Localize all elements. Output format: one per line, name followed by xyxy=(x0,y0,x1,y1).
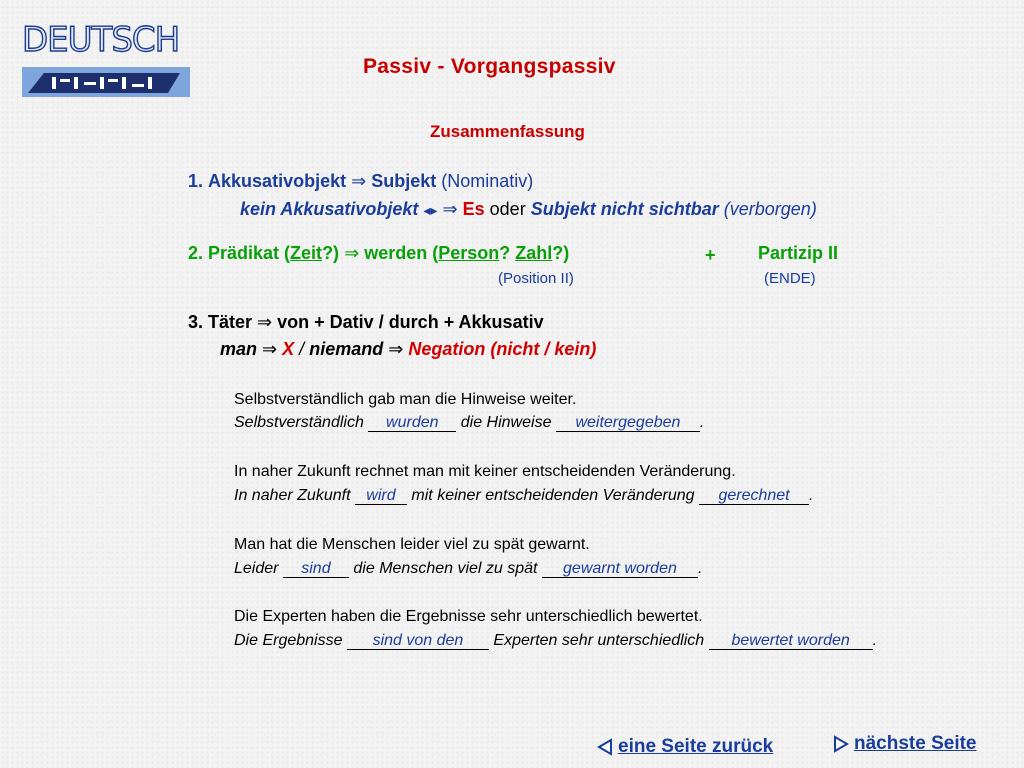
rule-1-nominativ: (Nominativ) xyxy=(441,171,534,191)
double-triangle-icon: ◂▸ xyxy=(423,202,438,218)
example-3-passive xyxy=(234,560,702,578)
answer-blank: gerechnet xyxy=(699,488,809,505)
example-3-active: Man hat die Menschen leider viel zu spät gewarnt. xyxy=(234,536,590,553)
previous-page-link[interactable] xyxy=(596,736,773,758)
example-text: Selbstverständlich xyxy=(234,414,364,431)
example-text: . xyxy=(809,487,814,504)
rule-2-part: ? xyxy=(499,243,511,263)
example-text: . xyxy=(697,560,703,577)
arrow-icon: ⇒ xyxy=(257,312,273,332)
example-4-passive xyxy=(234,632,877,650)
example-text: die Hinweise xyxy=(460,414,552,431)
rule-3-man: man xyxy=(220,339,258,359)
answer-blank: sind xyxy=(283,561,349,578)
answer-blank: bewertet worden xyxy=(709,633,873,650)
rule-3-negation: Negation (nicht / kein) xyxy=(408,339,597,359)
previous-page-label: eine Seite zurück xyxy=(618,736,774,757)
rule-2-part: ?) xyxy=(322,243,340,263)
example-text: In naher Zukunft xyxy=(234,487,351,504)
example-text: . xyxy=(872,632,878,649)
example-text: Experten sehr unterschiedlich xyxy=(493,632,705,649)
triangle-right-icon xyxy=(832,735,850,753)
rule-3-taeter: 3. Täter xyxy=(188,312,253,332)
answer-blank: weitergegeben xyxy=(556,415,700,432)
rule-1-line-2 xyxy=(240,199,817,220)
rule-1-kein-akkusativobjekt: kein Akkusativobjekt xyxy=(240,199,419,219)
logo-wordmark: DEUTSCH xyxy=(22,20,180,60)
arrow-icon: ⇒ xyxy=(262,339,278,359)
rule-1-number: 1. xyxy=(188,171,204,191)
rule-2-partizip: Partizip II xyxy=(758,243,839,263)
example-text: die Menschen viel zu spät xyxy=(353,560,538,577)
rule-1-oder: oder xyxy=(489,199,526,219)
example-text: Die Ergebnisse xyxy=(234,632,343,649)
example-text: . xyxy=(699,414,705,431)
rule-3-line-1 xyxy=(188,312,544,333)
rule-2-line xyxy=(188,243,569,264)
rule-1-subjekt: Subjekt xyxy=(371,171,437,191)
rule-2-zeit: Zeit xyxy=(290,243,323,263)
arrow-icon: ⇒ xyxy=(442,199,458,219)
arrow-icon: ⇒ xyxy=(344,243,360,263)
answer-blank: sind von den xyxy=(347,633,489,650)
rule-2-ende-note: (ENDE) xyxy=(764,270,816,287)
answer-blank: wird xyxy=(355,488,407,505)
example-text: Leider xyxy=(234,560,279,577)
arrow-icon: ⇒ xyxy=(388,339,404,359)
rule-2-person: Person xyxy=(438,243,500,263)
rule-3-slash: / xyxy=(299,339,305,359)
example-2-active: In naher Zukunft rechnet man mit keiner entscheidenden Veränderung. xyxy=(234,463,736,480)
example-4-active: Die Experten haben die Ergebnisse sehr unterschiedlich bewertet. xyxy=(234,608,703,625)
rule-2-plus: + xyxy=(705,245,716,265)
logo-plate xyxy=(22,67,190,97)
rule-3-line-2 xyxy=(220,339,596,360)
rule-2-werden: werden ( xyxy=(364,243,439,263)
rule-1-subjekt-nicht-sichtbar: Subjekt nicht sichtbar xyxy=(530,199,719,219)
rule-2-part: ?) xyxy=(552,243,570,263)
rule-1-es: Es xyxy=(462,199,485,219)
page-title: Passiv - Vorgangspassiv xyxy=(363,55,616,78)
rule-3-x: X xyxy=(282,339,295,359)
next-page-label: nächste Seite xyxy=(854,733,977,754)
example-1-passive xyxy=(234,414,704,432)
rule-1-verborgen: (verborgen) xyxy=(723,199,817,219)
rule-3-niemand: niemand xyxy=(309,339,384,359)
rule-2-praedikat: 2. Prädikat ( xyxy=(188,243,291,263)
example-text: mit keiner entscheidenden Veränderung xyxy=(411,487,695,504)
example-1-active: Selbstverständlich gab man die Hinweise weiter. xyxy=(234,391,577,408)
rule-3-von-durch: von + Dativ / durch + Akkusativ xyxy=(277,312,544,332)
rule-2-position-note: (Position II) xyxy=(498,270,574,287)
answer-blank: gewarnt worden xyxy=(542,561,698,578)
rule-2-zahl: Zahl xyxy=(515,243,553,263)
rule-1-akkusativobjekt: Akkusativobjekt xyxy=(208,171,347,191)
example-2-passive xyxy=(234,487,813,505)
triangle-left-icon xyxy=(596,738,614,756)
next-page-link[interactable] xyxy=(832,733,977,755)
arrow-icon: ⇒ xyxy=(351,171,367,191)
rule-1-line-1 xyxy=(188,171,533,192)
section-subtitle: Zusammenfassung xyxy=(430,122,585,141)
answer-blank: wurden xyxy=(368,415,456,432)
